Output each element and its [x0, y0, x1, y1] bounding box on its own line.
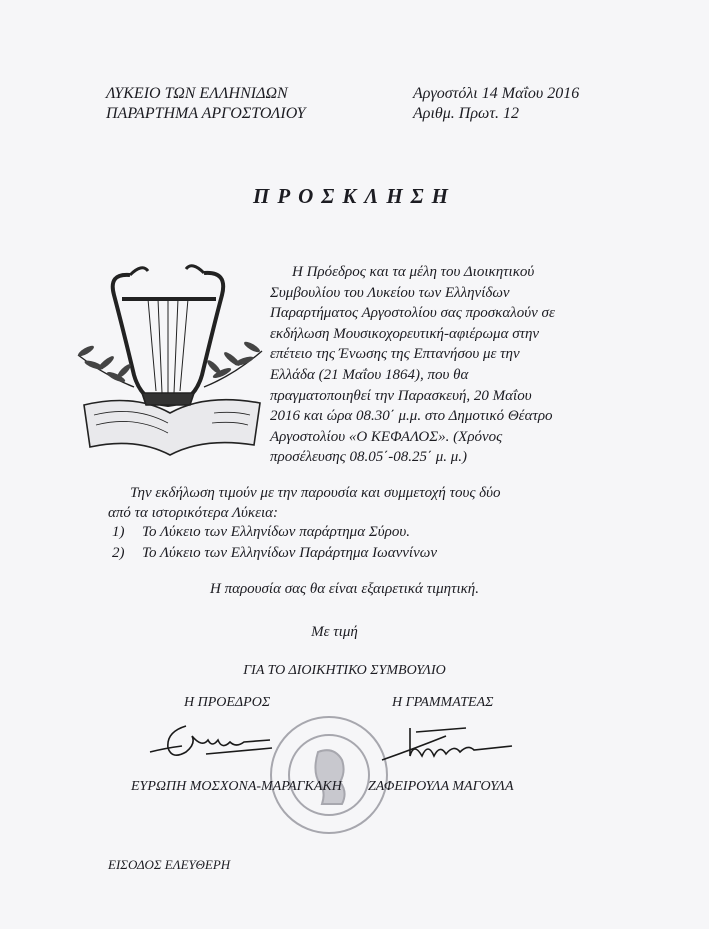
body-line: πραγματοποιηθεί την Παρασκευή, 20 Μαΐου	[270, 387, 532, 404]
document-date: Αργοστόλι 14 Μαΐου 2016	[413, 85, 580, 102]
lyre-illustration	[64, 255, 276, 467]
list-text: Το Λύκειο των Ελληνίδων Παράρτημα Ιωαννίνων	[142, 545, 437, 561]
secretary-signature	[376, 722, 516, 766]
body-line: επέτειο της Ένωσης της Επτανήσου με την	[270, 346, 520, 363]
board-heading: ΓΙΑ ΤΟ ΔΙΟΙΚΗΤΙΚΟ ΣΥΜΒΟΥΛΙΟ	[243, 663, 446, 678]
body-line: εκδήλωση Μουσικοχορευτική-αφιέρωμα στην	[270, 325, 540, 342]
body-line: προσέλευσης 08.05΄-08.25΄ μ. μ.)	[270, 449, 468, 466]
organization-block	[106, 84, 306, 124]
body-line: Συμβουλίου του Λυκείου των Ελληνίδων	[270, 284, 510, 301]
body-line: 2016 και ώρα 08.30΄ μ.μ. στο Δημοτικό Θέατρο	[270, 408, 553, 425]
president-signature	[146, 718, 276, 766]
secretary-role: Η ΓΡΑΜΜΑΤΕΑΣ	[392, 695, 494, 710]
list-item	[108, 522, 437, 543]
president-role: Η ΠΡΟΕΔΡΟΣ	[184, 695, 271, 710]
list-number: 1)	[112, 524, 125, 540]
body-line: Παραρτήματος Αργοστολίου σας προσκαλούν σε	[270, 305, 555, 322]
invitation-body	[270, 262, 624, 468]
organization-name: ΛΥΚΕΙΟ ΤΩΝ ΕΛΛΗΝΙΔΩΝ	[106, 85, 288, 102]
document-title: ΠΡΟΣΚΛΗΣΗ	[252, 184, 456, 208]
honor-line: από τα ιστορικότερα Λύκεια:	[108, 505, 279, 521]
free-entry-note: ΕΙΣΟΔΟΣ ΕΛΕΥΘΕΡΗ	[108, 857, 231, 872]
secretary-name: ΖΑΦΕΙΡΟΥΛΑ ΜΑΓΟΥΛΑ	[368, 779, 514, 794]
body-line: Ελλάδα (21 Μαΐου 1864), που θα	[270, 366, 469, 383]
presence-note: Η παρουσία σας θα είναι εξαιρετικά τιμητική.	[209, 581, 480, 597]
date-block	[413, 84, 579, 124]
body-line: Αργοστολίου «Ο ΚΕΦΑΛΟΣ». (Χρόνος	[270, 428, 503, 445]
body-line: Η Πρόεδρος και τα μέλη του Διοικητικού	[292, 264, 535, 280]
lyceum-list	[108, 522, 437, 564]
honor-paragraph	[108, 483, 628, 523]
closing-regards: Με τιμή	[311, 624, 358, 640]
list-item	[108, 543, 437, 564]
list-number: 2)	[112, 545, 125, 561]
branch-name: ΠΑΡΑΡΤΗΜΑ ΑΡΓΟΣΤΟΛΙΟΥ	[106, 105, 306, 122]
honor-line: Την εκδήλωση τιμούν με την παρουσία και συμμετοχή τους δύο	[130, 485, 501, 501]
list-text: Το Λύκειο των Ελληνίδων παράρτημα Σύρου.	[142, 524, 410, 540]
president-name: ΕΥΡΩΠΗ ΜΟΣΧΟΝΑ-ΜΑΡΑΓΚΑΚΗ	[131, 779, 342, 794]
protocol-number: Αριθμ. Πρωτ. 12	[413, 105, 520, 122]
official-seal	[264, 710, 394, 840]
